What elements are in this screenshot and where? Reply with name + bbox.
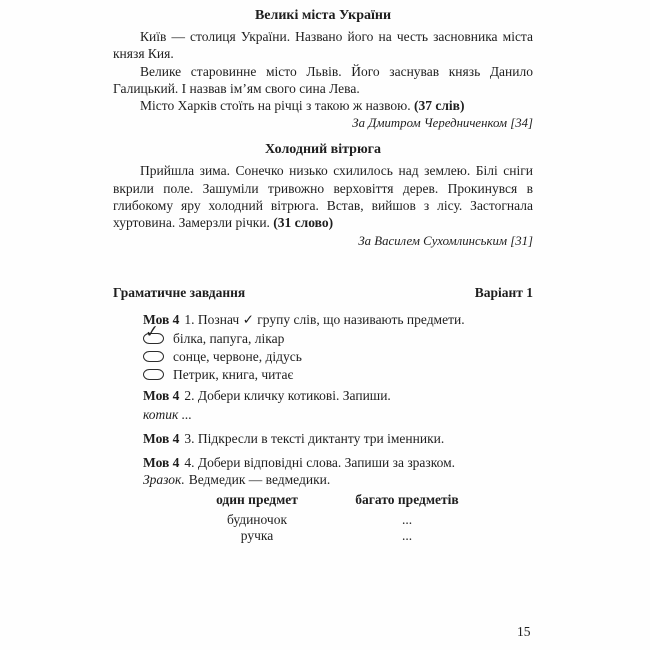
task-2-answer-line: котик ... — [143, 406, 192, 422]
page-content — [113, 7, 533, 544]
grammar-header — [113, 284, 533, 301]
task-4-sample-line — [143, 471, 533, 488]
table-header-singular: один предмет — [216, 491, 298, 507]
task-1-options — [143, 321, 533, 384]
option-3-label: Петрик, книга, читає — [173, 366, 294, 382]
variant-label: Варіант 1 — [474, 284, 533, 300]
dictation-2-title: Холодний вітрюга — [264, 142, 382, 158]
dictation-1-paragraph-3 — [113, 97, 533, 114]
dictation-1-paragraph-3-text: Місто Харків стоїть на річці з такою ж назвою. — [140, 98, 414, 114]
task-1-label: Мов 4 — [143, 311, 180, 327]
task-4 — [143, 454, 533, 471]
word-count-badge-1: (37 слів) — [414, 98, 465, 114]
grammar-section — [113, 284, 533, 544]
task-3-text: 3. Підкресли в тексті диктанту три іменники. — [184, 430, 445, 446]
table-cell-plural: ... — [401, 511, 413, 527]
attribution-2: За Василем Сухомлинським [31] — [358, 233, 533, 248]
dictation-2-paragraph-1 — [113, 162, 533, 231]
task-4-label: Мов 4 — [143, 454, 180, 470]
task-2-text: 2. Добери кличку котикові. Запиши. — [184, 387, 391, 403]
word-count-badge-2: (31 слово) — [273, 215, 334, 231]
task-1 — [143, 311, 533, 328]
checkbox-icon — [143, 351, 164, 362]
dictation-1-title: Великі міста України — [254, 8, 392, 23]
page-number: 15 — [517, 624, 531, 639]
table-cell-singular: будиночок — [226, 511, 288, 527]
dictation-section-1 — [113, 7, 533, 132]
option-1-label: білка, папуга, лікар — [173, 330, 285, 346]
task-1-text: 1. Познач ✓ групу слів, що називають предмети. — [184, 311, 465, 327]
checkbox-option-2 — [143, 348, 533, 366]
task-3 — [143, 430, 533, 447]
singular-plural-table — [113, 492, 533, 544]
task-4-text: 4. Добери відповідні слова. Запиши за зразком. — [184, 454, 456, 470]
sample-text: Ведмедик — ведмедики. — [188, 471, 331, 487]
dictation-1-paragraph-1: Київ — столиця України. Названо його на честь засновника міста князя Кия. — [113, 29, 533, 62]
table-cell-singular: ручка — [240, 527, 274, 543]
option-2-label: сонце, червоне, дідусь — [173, 348, 302, 364]
dictation-2-paragraph-1-text: Прийшла зима. Сонечко низько схилилось над землею. Білі сніги вкрили поле. Зашуміли тривожно верховіття дерев. Прокинувся в глибокому яру холодний вітрюга. Встав, вийшов з лісу. Застогнала хуртовина. Замерзли річки. — [113, 163, 533, 231]
table-header-plural: багато предметів — [355, 491, 459, 507]
check-mark-icon: ✓ — [144, 321, 160, 343]
checkbox-2-empty — [143, 351, 164, 363]
checkbox-option-1 — [143, 321, 533, 348]
table-row — [113, 528, 533, 544]
table-row — [113, 512, 533, 528]
checkbox-1-checked — [143, 321, 164, 345]
task-2-label: Мов 4 — [143, 387, 180, 403]
task-2 — [143, 387, 533, 404]
grammar-heading: Граматичне завдання — [113, 284, 246, 300]
dictation-section-2 — [113, 141, 533, 249]
checkbox-3-empty — [143, 369, 164, 381]
task-3-label: Мов 4 — [143, 430, 180, 446]
table-cell-plural: ... — [401, 527, 413, 543]
table-header-row — [113, 492, 533, 509]
sample-label: Зразок. — [143, 471, 185, 487]
checkbox-icon — [143, 369, 164, 380]
dictation-1-paragraph-2: Велике старовинне місто Львів. Його заснував князь Данило Галицький. І назвав ім’ям свого сина Лева. — [113, 63, 533, 96]
checkbox-option-3 — [143, 366, 533, 384]
attribution-1: За Дмитром Чередниченком [34] — [352, 116, 533, 131]
